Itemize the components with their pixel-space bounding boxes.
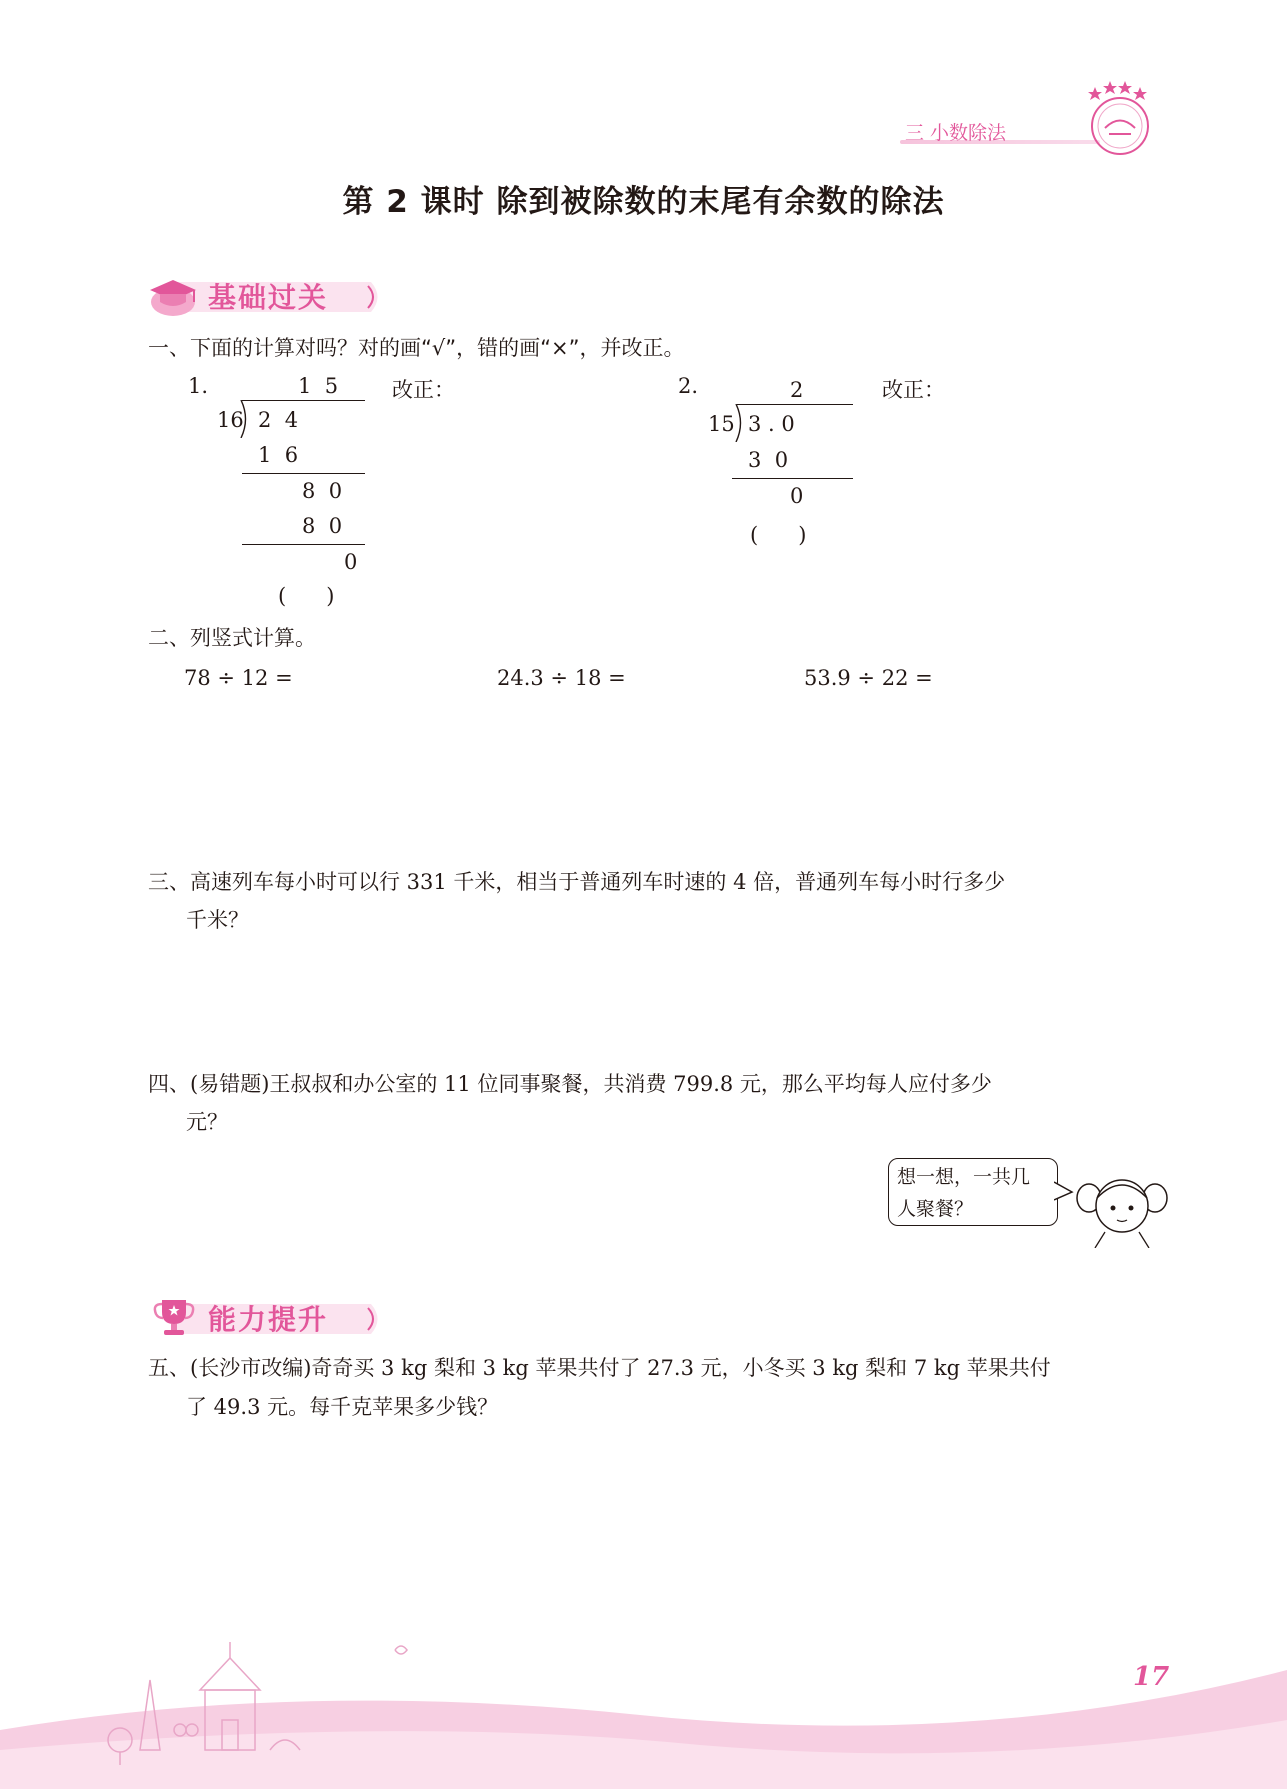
hint-text-2: 人聚餐？ xyxy=(897,1198,974,1220)
item-1-division-bracket xyxy=(238,400,250,438)
item-1-step-2: 8 0 xyxy=(302,479,343,503)
item-2-fix-label: 改正： xyxy=(882,378,945,402)
item-1-answer-blank[interactable]: ( ) xyxy=(278,584,335,608)
item-1-number: 1. xyxy=(188,374,209,398)
question-4-line-2: 元？ xyxy=(186,1110,228,1134)
item-1-division-bar xyxy=(242,400,365,401)
section-label-advanced: 能力提升 xyxy=(208,1303,329,1336)
problem-2: 24.3 ÷ 18 = xyxy=(497,666,626,690)
chapter-label: 三 小数除法 xyxy=(905,122,1007,144)
question-5-line-1: 五、(长沙市改编)奇奇买 3 kg 梨和 3 kg 苹果共付了 27.3 元，小冬买 3 kg 梨和 7 kg 苹果共付 xyxy=(148,1356,1051,1380)
graduation-cap-icon xyxy=(146,272,200,318)
item-2-step-1: 3 0 xyxy=(748,448,789,472)
item-1-dividend: 2 4 xyxy=(258,408,299,432)
section-label-basic: 基础过关 xyxy=(208,281,329,314)
question-2-text: 二、列竖式计算。 xyxy=(148,626,316,650)
item-2-answer-blank[interactable]: ( ) xyxy=(750,523,807,547)
item-2-quotient: 2 xyxy=(790,378,804,402)
hint-text-1: 想一想，一共几 xyxy=(897,1166,1031,1188)
item-1-line-2 xyxy=(242,544,365,545)
item-1-divisor: 16 xyxy=(217,408,244,432)
page-title: 第 2 课时 除到被除数的末尾有余数的除法 xyxy=(342,184,945,220)
question-3-line-1: 三、高速列车每小时可以行 331 千米，相当于普通列车时速的 4 倍，普通列车每小时行多少 xyxy=(148,870,1006,894)
item-1-step-3: 8 0 xyxy=(302,514,343,538)
question-1-text: 一、下面的计算对吗？对的画“√”，错的画“×”，并改正。 xyxy=(148,336,685,360)
item-2-number: 2. xyxy=(678,374,699,398)
item-1-quotient: 1 5 xyxy=(298,374,339,398)
castle-footer-illustration xyxy=(0,1620,1287,1789)
item-2-line-1 xyxy=(732,478,853,479)
question-3-line-2: 千米？ xyxy=(186,908,249,932)
item-2-dividend: 3 . 0 xyxy=(748,412,795,436)
item-1-fix-label: 改正： xyxy=(392,378,455,402)
logo-seal-icon xyxy=(1075,78,1165,158)
item-2-divisor: 15 xyxy=(708,412,735,436)
problem-3: 53.9 ÷ 22 = xyxy=(804,666,933,690)
item-1-line-1 xyxy=(242,473,365,474)
page-number: 17 xyxy=(1133,1662,1170,1692)
hint-bubble-tail xyxy=(1054,1180,1074,1204)
trophy-icon xyxy=(150,1294,198,1340)
item-1-remainder: 0 xyxy=(344,550,358,574)
item-2-division-bar xyxy=(737,404,853,405)
question-5-line-2: 了 49.3 元。每千克苹果多少钱？ xyxy=(186,1395,499,1419)
girl-illustration xyxy=(1075,1168,1170,1248)
item-1-step-1: 1 6 xyxy=(258,443,299,467)
question-4-line-1: 四、(易错题)王叔叔和办公室的 11 位同事聚餐，共消费 799.8 元，那么平均每人应付多少 xyxy=(148,1072,992,1096)
item-2-remainder: 0 xyxy=(790,484,804,508)
problem-1: 78 ÷ 12 = xyxy=(184,666,293,690)
item-2-division-bracket xyxy=(733,404,745,442)
